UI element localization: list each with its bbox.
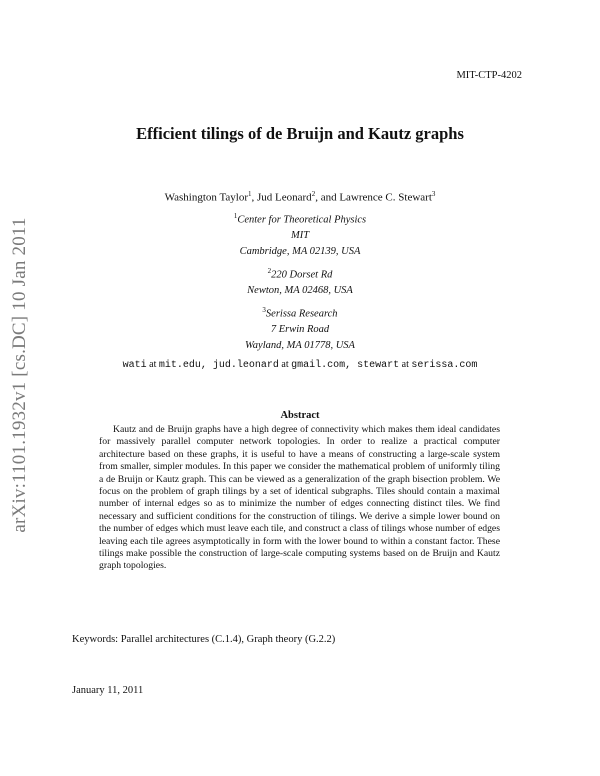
email-user: wati — [122, 360, 147, 371]
affiliation-text: Center for Theoretical Physics — [237, 214, 367, 226]
email-domain: mit.edu — [158, 360, 201, 371]
affiliation-line — [0, 209, 600, 228]
author-separator: , — [251, 191, 257, 204]
keywords: Keywords: Parallel architectures (C.1.4), Graph theory (G.2.2) — [72, 634, 336, 645]
affiliation-text: Serissa Research — [265, 308, 338, 320]
author-list — [0, 190, 600, 204]
affiliation-line: 7 Erwin Road — [270, 324, 330, 335]
author-name: Washington Taylor — [164, 191, 248, 204]
email-domain: gmail.com — [291, 360, 346, 371]
email-domain: serissa.com — [411, 360, 478, 371]
abstract-body: Kautz and de Bruijn graphs have a high degree of connectivity which makes them ideal candidates for massively parallel computer network topologies. In order to realize a practical computer architecture based on these graphs, it is useful to have a means of constructing a large-scale system from smaller, simpler modules. In this paper we consider the mathematical problem of uniformly tiling a de Bruijn or Kautz graph. This can be viewed as a generalization of the graph bisection problem. We focus on the problem of graph tilings by a set of identical subgraphs. Tiles should contain a maximal number of internal edges so as to minimize the number of edges connecting distinct tiles. We find necessary and sufficient conditions for the construction of tilings. We derive a simple lower bound on the number of edges which must leave each tile, and construct a class of tilings whose number of edges leaving each tile agrees asymptotically in form with the lower bound to within a constant factor. These tilings make possible the construction of large-scale computing systems based on de Bruijn and Kautz graph topologies. — [99, 424, 500, 572]
affiliation-line: MIT — [290, 230, 310, 241]
affiliation-line — [0, 303, 600, 322]
affiliation-line: Wayland, MA 01778, USA — [245, 339, 355, 351]
email-separator: , — [200, 360, 213, 371]
affiliation-2 — [0, 264, 600, 299]
report-number: MIT-CTP-4202 — [456, 70, 522, 81]
affiliation-line — [0, 264, 600, 283]
author-affiliation-mark: 2 — [311, 190, 316, 198]
affiliation-mark: 1 — [233, 212, 238, 220]
arxiv-identifier-stamp: arXiv:1101.1932v1 [cs.DC] 10 Jan 2011 — [9, 217, 30, 533]
email-addresses — [0, 359, 600, 371]
email-at: at — [401, 359, 409, 370]
author-affiliation-mark: 1 — [248, 190, 252, 198]
email-at: at — [281, 359, 289, 370]
abstract-heading: Abstract — [280, 410, 320, 421]
affiliation-mark: 2 — [267, 267, 272, 275]
paper-title: Efficient tilings of de Bruijn and Kautz graphs — [136, 124, 464, 143]
author-affiliation-mark: 3 — [431, 190, 436, 198]
author-separator: , and — [315, 191, 340, 204]
affiliation-1 — [0, 209, 600, 259]
email-at: at — [149, 359, 157, 370]
email-user: jud.leonard — [212, 360, 279, 371]
affiliation-3 — [0, 303, 600, 353]
email-separator: , — [345, 360, 358, 371]
affiliation-line: Newton, MA 02468, USA — [247, 285, 353, 296]
affiliation-line: Cambridge, MA 02139, USA — [239, 245, 361, 257]
affiliation-mark: 3 — [262, 306, 266, 314]
affiliation-text: 220 Dorset Rd — [271, 269, 333, 281]
author-name: Lawrence C. Stewart — [339, 191, 432, 204]
email-user: stewart — [357, 360, 400, 371]
author-name: Jud Leonard — [257, 191, 312, 204]
publication-date: January 11, 2011 — [72, 685, 144, 696]
